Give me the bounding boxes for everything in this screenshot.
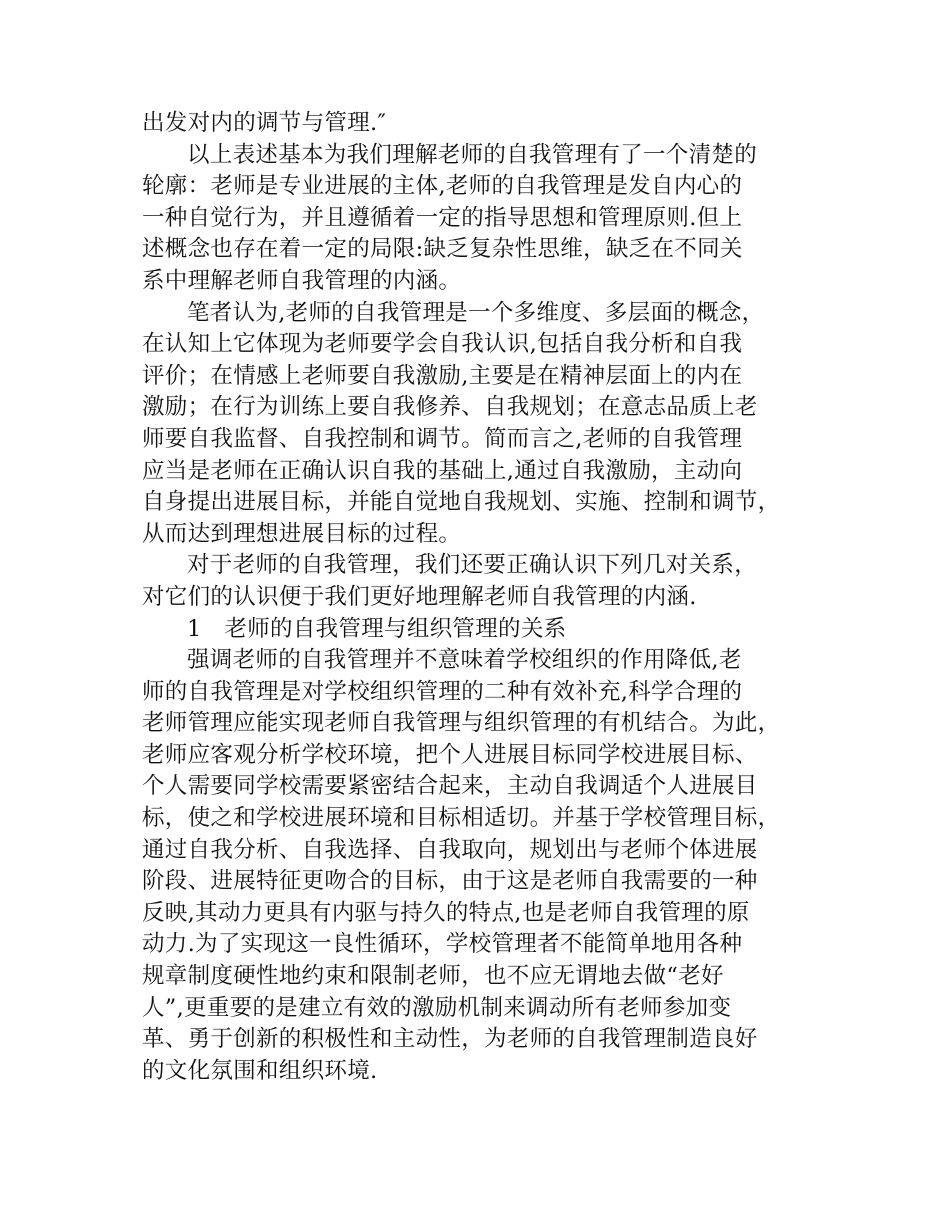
text-line: 个人需要同学校需要紧密结合起来，主动自我调适个人进展目 xyxy=(142,773,758,800)
text-line: 师的自我管理是对学校组织管理的二种有效补充,科学合理的 xyxy=(142,678,743,705)
text-line: 轮廓：老师是专业进展的主体,老师的自我管理是发自内心的 xyxy=(142,173,743,200)
text-line: 一种自觉行为，并且遵循着一定的指导思想和管理原则.但上 xyxy=(142,204,743,231)
text-line: 革、勇于创新的积极性和主动性，为老师的自我管理制造良好 xyxy=(142,1026,758,1053)
text-line: 激励；在行为训练上要自我修养、自我规划；在意志品质上老 xyxy=(142,394,758,421)
text-line: 标，使之和学校进展环境和目标相适切。并基于学校管理目标， xyxy=(142,805,781,832)
text-line: 从而达到理想进展目标的过程。 xyxy=(142,520,462,547)
text-line: 对它们的认识便于我们更好地理解老师自我管理的内涵. xyxy=(142,583,697,610)
text-line: 在认知上它体现为老师要学会自我认识,包括自我分析和自我 xyxy=(142,331,743,358)
text-line: 系中理解老师自我管理的内涵。 xyxy=(142,267,462,294)
text-line: 以上表述基本为我们理解老师的自我管理有了一个清楚的 xyxy=(187,141,758,168)
text-line: 对于老师的自我管理，我们还要正确认识下列几对关系， xyxy=(187,552,758,579)
text-line: 出发对内的调节与管理.″ xyxy=(142,110,387,136)
text-line: 老师管理应能实现老师自我管理与组织管理的有机结合。为此， xyxy=(142,710,781,737)
text-line: 的文化氛围和组织环境. xyxy=(142,1057,378,1084)
text-line: 自身提出进展目标，并能自觉地自我规划、实施、控制和调节， xyxy=(142,489,781,516)
document-body xyxy=(142,108,812,1087)
text-line: 反映,其动力更具有内驱与持久的特点,也是老师自我管理的原 xyxy=(142,899,750,926)
text-line: 笔者认为,老师的自我管理是一个多维度、多层面的概念， xyxy=(187,299,765,326)
text-line: 人”,更重要的是建立有效的激励机制来调动所有老师参加变 xyxy=(142,994,732,1021)
text-line: 老师应客观分析学校环境，把个人进展目标同学校进展目标、 xyxy=(142,741,758,768)
text-line: 述概念也存在着一定的局限:缺乏复杂性思维，缺乏在不同关 xyxy=(142,236,743,263)
text-line: 规章制度硬性地约束和限制老师，也不应无谓地去做“老好 xyxy=(142,963,724,990)
text-line: 动力.为了实现这一良性循环，学校管理者不能简单地用各种 xyxy=(142,931,743,958)
text-line: 阶段、进展特征更吻合的目标，由于这是老师自我需要的一种 xyxy=(142,868,758,895)
text-line: 通过自我分析、自我选择、自我取向，规划出与老师个体进展 xyxy=(142,836,758,863)
text-line: 师要自我监督、自我控制和调节。简而言之,老师的自我管理 xyxy=(142,425,743,452)
text-line: 1 老师的自我管理与组织管理的关系 xyxy=(187,615,567,642)
text-line: 强调老师的自我管理并不意味着学校组织的作用降低,老 xyxy=(187,647,742,674)
text-line: 评价；在情感上老师要自我激励,主要是在精神层面上的内在 xyxy=(142,362,743,389)
text-line: 应当是老师在正确认识自我的基础上,通过自我激励，主动向 xyxy=(142,457,743,484)
